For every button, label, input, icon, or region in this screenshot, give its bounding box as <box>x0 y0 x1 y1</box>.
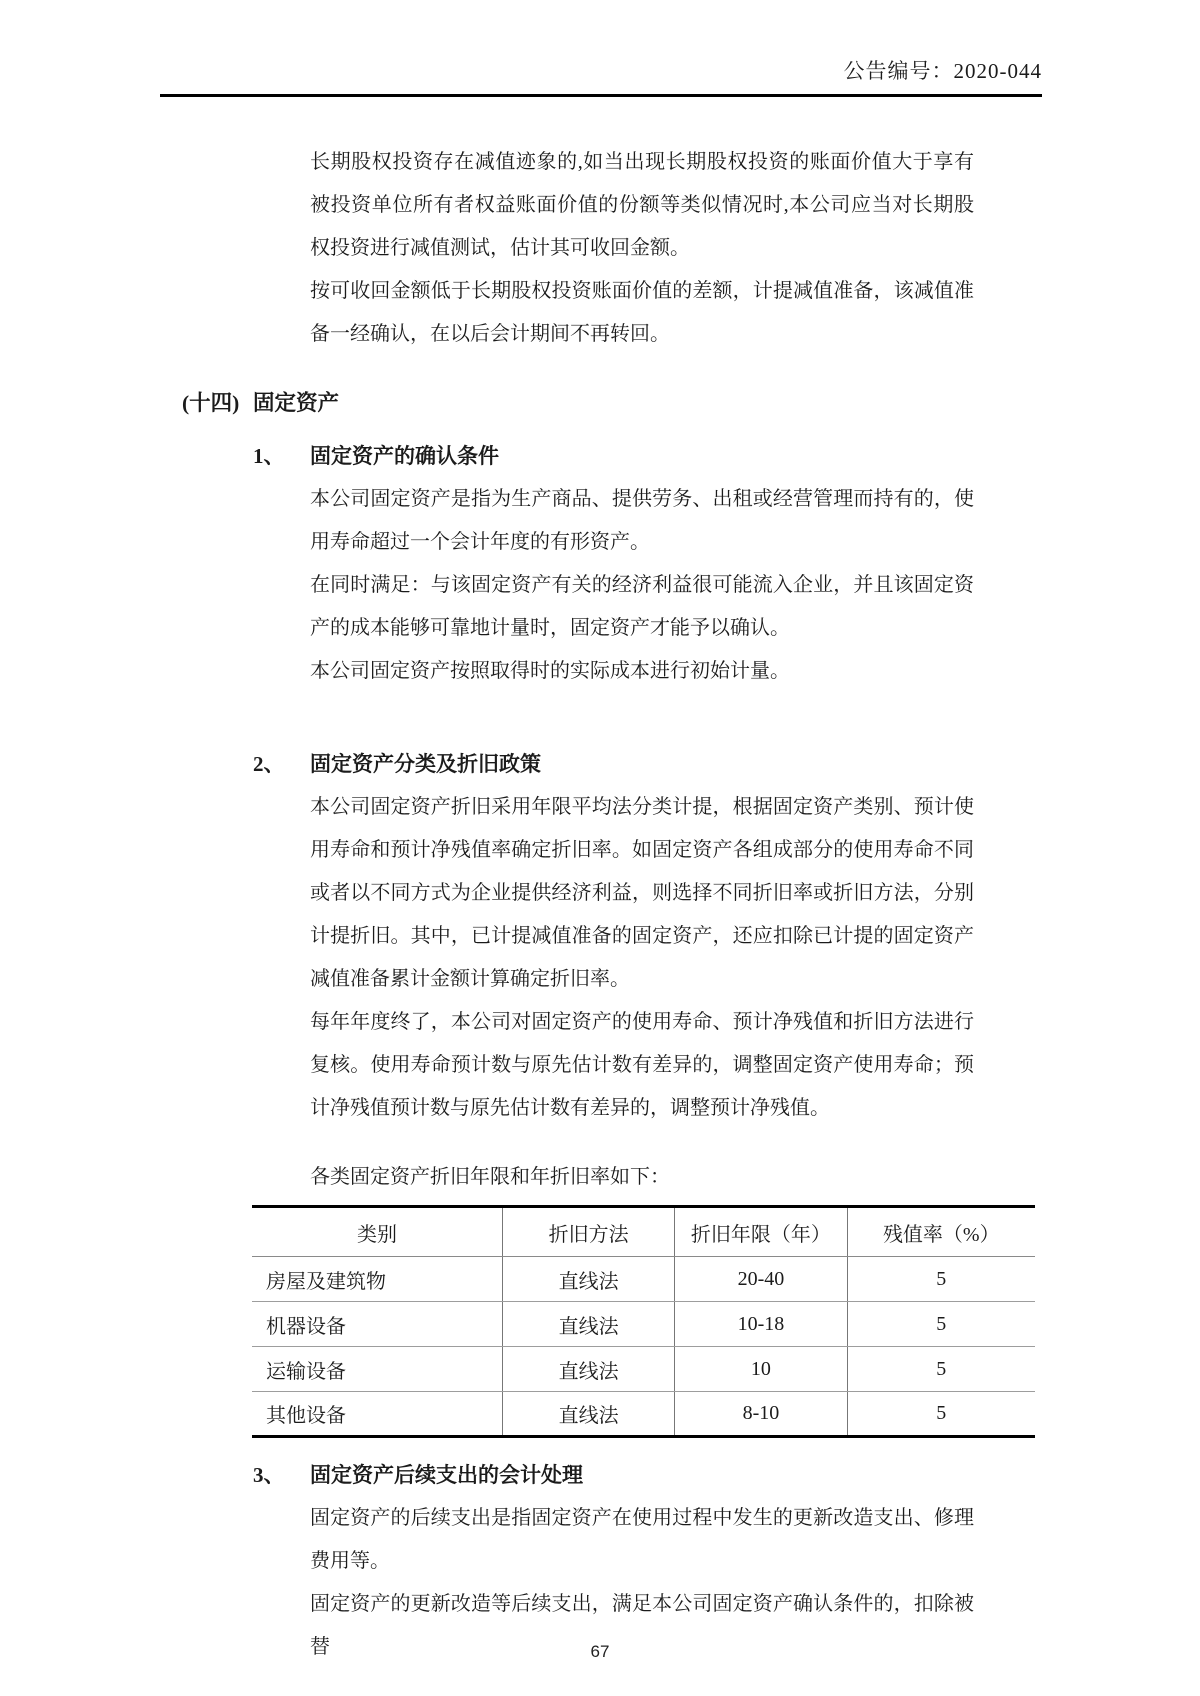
section-title: 固定资产 <box>253 391 340 415</box>
column-header-method: 折旧方法 <box>503 1207 675 1257</box>
item-heading <box>253 435 1200 478</box>
item-title: 固定资产后续支出的会计处理 <box>310 1463 583 1487</box>
page-number: 67 <box>590 1642 610 1661</box>
item-heading <box>253 743 1200 786</box>
item-number: 1、 <box>253 444 285 468</box>
table-cell: 直线法 <box>503 1257 675 1302</box>
table-cell: 其他设备 <box>252 1392 503 1437</box>
item-depreciation-policy <box>0 743 1200 1130</box>
body-paragraph: 每年年度终了，本公司对固定资产的使用寿命、预计净残值和折旧方法进行复核。使用寿命预计数与原先估计数有差异的，调整固定资产使用寿命；预计净残值预计数与原先估计数有差异的，调整预计净残值。 <box>310 1011 974 1119</box>
table-caption: 各类固定资产折旧年限和年折旧率如下： <box>310 1166 670 1188</box>
body-paragraph: 固定资产的后续支出是指固定资产在使用过程中发生的更新改造支出、修理费用等。 <box>310 1507 974 1572</box>
table-row <box>252 1257 1035 1302</box>
item-number: 3、 <box>253 1463 285 1487</box>
paragraph: 长期股权投资存在减值迹象的,如当出现长期股权投资的账面价值大于享有被投资单位所有者权益账面价值的份额等类似情况时,本公司应当对长期股权投资进行减值测试，估计其可收回金额。 <box>310 151 974 259</box>
table-cell: 直线法 <box>503 1392 675 1437</box>
table-row <box>252 1347 1035 1392</box>
table-row <box>252 1302 1035 1347</box>
table-cell: 房屋及建筑物 <box>252 1257 503 1302</box>
column-header-residual: 残值率（%） <box>847 1207 1035 1257</box>
body-paragraph: 固定资产的更新改造等后续支出，满足本公司固定资产确认条件的，扣除被替 <box>310 1593 974 1658</box>
section-number: (十四) <box>182 391 240 415</box>
table-row <box>252 1392 1035 1437</box>
body-paragraph: 在同时满足：与该固定资产有关的经济利益很可能流入企业，并且该固定资产的成本能够可靠地计量时，固定资产才能予以确认。 <box>310 574 974 639</box>
section-heading <box>182 382 1200 425</box>
intro-section <box>0 141 1200 356</box>
table-header-row <box>252 1207 1035 1257</box>
header-rule <box>160 94 1042 97</box>
page-header <box>0 0 1200 97</box>
table-cell: 8-10 <box>675 1392 847 1437</box>
body-paragraph: 本公司固定资产折旧采用年限平均法分类计提，根据固定资产类别、预计使用寿命和预计净残值率确定折旧率。如固定资产各组成部分的使用寿命不同或者以不同方式为企业提供经济利益，则选择不同折旧率或折旧方法，分别计提折旧。其中，已计提减值准备的固定资产，还应扣除已计提的固定资产减值准备累计金额计算确定折旧率。 <box>310 796 974 990</box>
table-cell: 5 <box>847 1302 1035 1347</box>
table-cell: 5 <box>847 1257 1035 1302</box>
column-header-category: 类别 <box>252 1207 503 1257</box>
table-cell: 10-18 <box>675 1302 847 1347</box>
paragraph: 按可收回金额低于长期股权投资账面价值的差额，计提减值准备，该减值准备一经确认，在以后会计期间不再转回。 <box>310 280 974 345</box>
item-fixed-asset-recognition <box>0 435 1200 693</box>
item-title: 固定资产分类及折旧政策 <box>310 752 541 776</box>
body-paragraph: 本公司固定资产是指为生产商品、提供劳务、出租或经营管理而持有的，使用寿命超过一个会计年度的有形资产。 <box>310 488 974 553</box>
body-paragraph: 本公司固定资产按照取得时的实际成本进行初始计量。 <box>310 660 790 682</box>
column-header-years: 折旧年限（年） <box>675 1207 847 1257</box>
item-heading <box>253 1454 1200 1497</box>
table-cell: 5 <box>847 1347 1035 1392</box>
depreciation-table <box>252 1205 1035 1438</box>
notice-number: 公告编号：2020-044 <box>843 59 1042 83</box>
item-title: 固定资产的确认条件 <box>310 444 499 468</box>
table-cell: 直线法 <box>503 1302 675 1347</box>
table-cell: 机器设备 <box>252 1302 503 1347</box>
table-cell: 10 <box>675 1347 847 1392</box>
table-cell: 直线法 <box>503 1347 675 1392</box>
item-subsequent-expenditure <box>0 1454 1200 1669</box>
item-number: 2、 <box>253 752 285 776</box>
table-cell: 20-40 <box>675 1257 847 1302</box>
table-cell: 运输设备 <box>252 1347 503 1392</box>
table-cell: 5 <box>847 1392 1035 1437</box>
